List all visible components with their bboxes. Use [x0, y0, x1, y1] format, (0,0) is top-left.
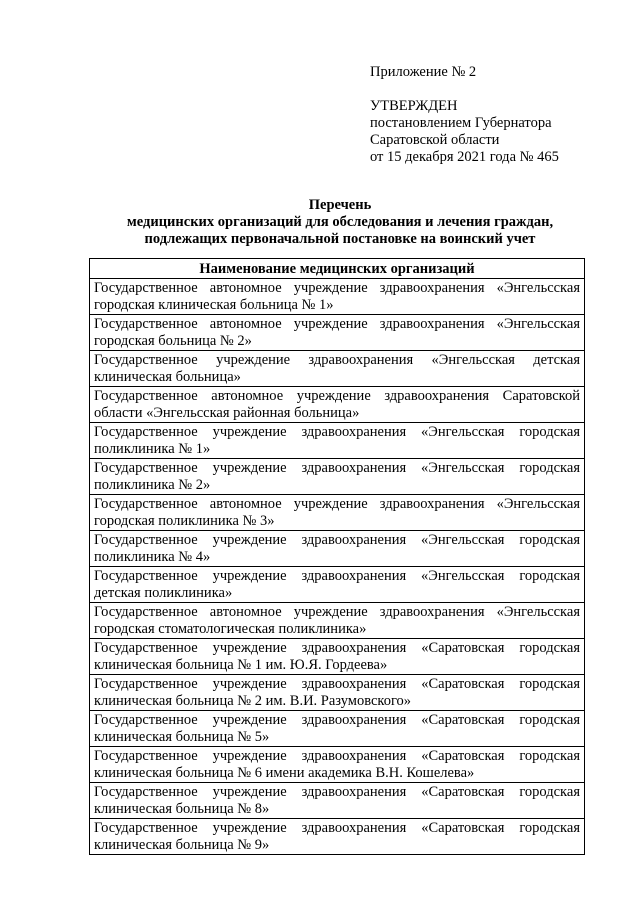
organization-name-cell: [90, 387, 585, 423]
organization-name-line-1: Государственное учреждение здравоохранения «Саратовская городская: [94, 676, 580, 692]
organization-name-cell: [90, 315, 585, 351]
organization-name-line-1: Государственное автономное учреждение здравоохранения «Энгельсская: [94, 496, 580, 512]
organization-name-cell: [90, 459, 585, 495]
title-line-2: медицинских организаций для обследования и лечения граждан,: [126, 214, 554, 230]
table-row: [90, 747, 585, 783]
organization-name-line-2: клиническая больница № 9»: [94, 837, 270, 853]
table-row: [90, 711, 585, 747]
organization-name-cell: [90, 783, 585, 819]
organization-name-line-2: клиническая больница № 2 им. В.И. Разумовского»: [94, 693, 412, 709]
organization-name-line-2: клиническая больница № 8»: [94, 801, 270, 817]
table-row: [90, 675, 585, 711]
organizations-table: [89, 258, 585, 855]
table-row: [90, 783, 585, 819]
organization-name-line-1: Государственное учреждение здравоохранения «Энгельсская городская: [94, 568, 580, 584]
organization-name-line-1: Государственное автономное учреждение здравоохранения «Энгельсская: [94, 280, 580, 296]
table-row: [90, 387, 585, 423]
organization-name-line-1: Государственное учреждение здравоохранения «Саратовская городская: [94, 640, 580, 656]
organization-name-line-1: Государственное автономное учреждение здравоохранения «Энгельсская: [94, 316, 580, 332]
table-row: [90, 495, 585, 531]
organization-name-line-1: Государственное учреждение здравоохранения «Энгельсская городская: [94, 460, 580, 476]
organization-name-line-1: Государственное учреждение здравоохранения «Саратовская городская: [94, 784, 580, 800]
organization-name-line-2: городская больница № 2»: [94, 333, 252, 349]
organization-name-line-2: городская стоматологическая поликлиника»: [94, 621, 367, 637]
table-row: [90, 423, 585, 459]
organization-name-cell: [90, 531, 585, 567]
title-line-3: подлежащих первоначальной постановке на воинский учет: [144, 231, 536, 247]
appendix-label: Приложение № 2: [370, 64, 477, 80]
organization-name-cell: [90, 819, 585, 855]
organization-name-line-1: Государственное автономное учреждение здравоохранения Саратовской: [94, 388, 580, 404]
organization-name-line-2: клиническая больница № 6 имени академика В.Н. Кошелева»: [94, 765, 475, 781]
table-row: [90, 819, 585, 855]
approval-block: [370, 64, 559, 166]
organization-name-line-2: поликлиника № 1»: [94, 441, 211, 457]
organization-name-cell: [90, 747, 585, 783]
organization-name-line-2: поликлиника № 4»: [94, 549, 211, 565]
organization-name-line-2: городская клиническая больница № 1»: [94, 297, 334, 313]
organization-name-line-1: Государственное учреждение здравоохранения «Саратовская городская: [94, 748, 580, 764]
organization-name-line-1: Государственное учреждение здравоохранения «Энгельсская детская: [94, 352, 580, 368]
table-header-row: [90, 259, 585, 279]
approved-by-line2: Саратовской области: [370, 132, 500, 148]
title-line-1: Перечень: [308, 197, 372, 213]
organization-name-line-1: Государственное учреждение здравоохранения «Энгельсская городская: [94, 532, 580, 548]
table-row: [90, 459, 585, 495]
organization-name-cell: [90, 711, 585, 747]
organization-name-cell: [90, 675, 585, 711]
organization-name-cell: [90, 279, 585, 315]
organization-name-line-2: городская поликлиника № 3»: [94, 513, 275, 529]
table-row: [90, 315, 585, 351]
organization-name-line-2: клиническая больница»: [94, 369, 241, 385]
approved-label: УТВЕРЖДЕН: [370, 98, 458, 114]
organization-name-line-1: Государственное учреждение здравоохранения «Саратовская городская: [94, 712, 580, 728]
table-header-cell: Наименование медицинских организаций: [90, 259, 585, 279]
table-row: [90, 603, 585, 639]
table-row: [90, 279, 585, 315]
organization-name-cell: [90, 423, 585, 459]
organization-name-cell: [90, 351, 585, 387]
table-row: [90, 639, 585, 675]
organization-name-line-1: Государственное автономное учреждение здравоохранения «Энгельсская: [94, 604, 580, 620]
organization-name-line-1: Государственное учреждение здравоохранения «Энгельсская городская: [94, 424, 580, 440]
approved-by-line1: постановлением Губернатора: [370, 115, 552, 131]
document-title: [90, 197, 590, 248]
organization-name-cell: [90, 639, 585, 675]
organization-name-line-2: поликлиника № 2»: [94, 477, 211, 493]
table-row: [90, 531, 585, 567]
approval-date-line: от 15 декабря 2021 года № 465: [370, 149, 559, 165]
organization-name-cell: [90, 495, 585, 531]
organization-name-line-2: области «Энгельсская районная больница»: [94, 405, 360, 421]
organization-name-line-2: клиническая больница № 5»: [94, 729, 270, 745]
organization-name-line-2: клиническая больница № 1 им. Ю.Я. Гордеева»: [94, 657, 388, 673]
organization-name-line-1: Государственное учреждение здравоохранения «Саратовская городская: [94, 820, 580, 836]
organization-name-line-2: детская поликлиника»: [94, 585, 233, 601]
organization-name-cell: [90, 603, 585, 639]
table-row: [90, 567, 585, 603]
table-row: [90, 351, 585, 387]
organization-name-cell: [90, 567, 585, 603]
table-body: [90, 279, 585, 855]
